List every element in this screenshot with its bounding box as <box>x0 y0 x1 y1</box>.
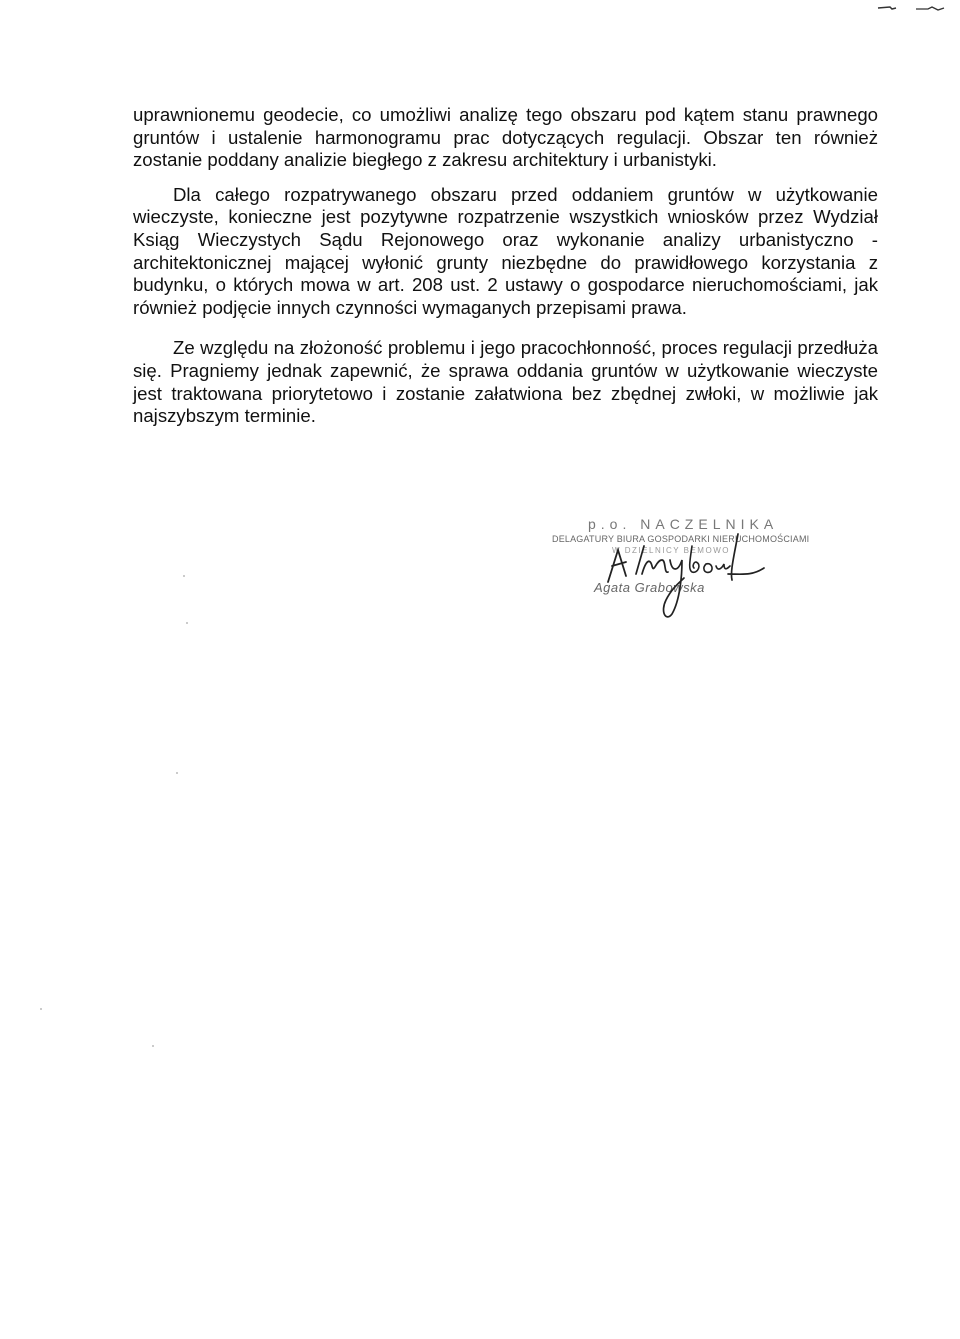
paragraph-1: uprawnionemu geodecie, co umożliwi analizę tego obszaru pod kątem stanu prawnego gruntów i ustalenie harmonogramu prac dotyczących regulacji. Obszar ten również zostanie poddany analizie biegłego z zakresu architektury i urbanistyki. <box>133 104 878 171</box>
scan-speck <box>40 1008 42 1010</box>
stamp-district: W DZIELNICY BEMOWO <box>612 546 730 555</box>
stamp-office: DELAGATURY BIURA GOSPODARKI NIERUCHOMOŚCIAMI <box>552 534 810 544</box>
official-stamp <box>552 516 810 626</box>
paragraph-3: Ze względu na złożoność problemu i jego pracochłonność, proces regulacji przedłuża się. Pragniemy jednak zapewnić, że sprawa oddania gruntów w użytkowanie wieczyste jest traktowana priorytetowo i zostanie załatwiona bez zbędnej zwłoki, w możliwie jak najszybszym terminie. <box>133 337 878 427</box>
stamp-name: Agata Grabowska <box>594 580 705 595</box>
scan-speck <box>152 1045 154 1047</box>
letter-body <box>133 104 878 428</box>
stamp-title: p.o. NACZELNIKA <box>588 516 779 532</box>
scan-speck <box>176 772 178 774</box>
handwritten-signature <box>552 516 792 626</box>
scan-speck <box>183 575 185 577</box>
scan-corner-mark <box>876 2 946 14</box>
scan-speck <box>186 622 188 624</box>
paragraph-2: Dla całego rozpatrywanego obszaru przed oddaniem gruntów w użytkowanie wieczyste, konieczne jest pozytywne rozpatrzenie wszystkich wniosków przez Wydział Ksiąg Wieczystych Sądu Rejonowego oraz wykonanie analizy urbanistyczno - architektonicznej mającej wyłonić grunty niezbędne do prawidłowego korzystania z budynku, o których mowa w art. 208 ust. 2 ustawy o gospodarce nieruchomościami, jak również podjęcie innych czynności wymaganych przepisami prawa. <box>133 183 878 318</box>
